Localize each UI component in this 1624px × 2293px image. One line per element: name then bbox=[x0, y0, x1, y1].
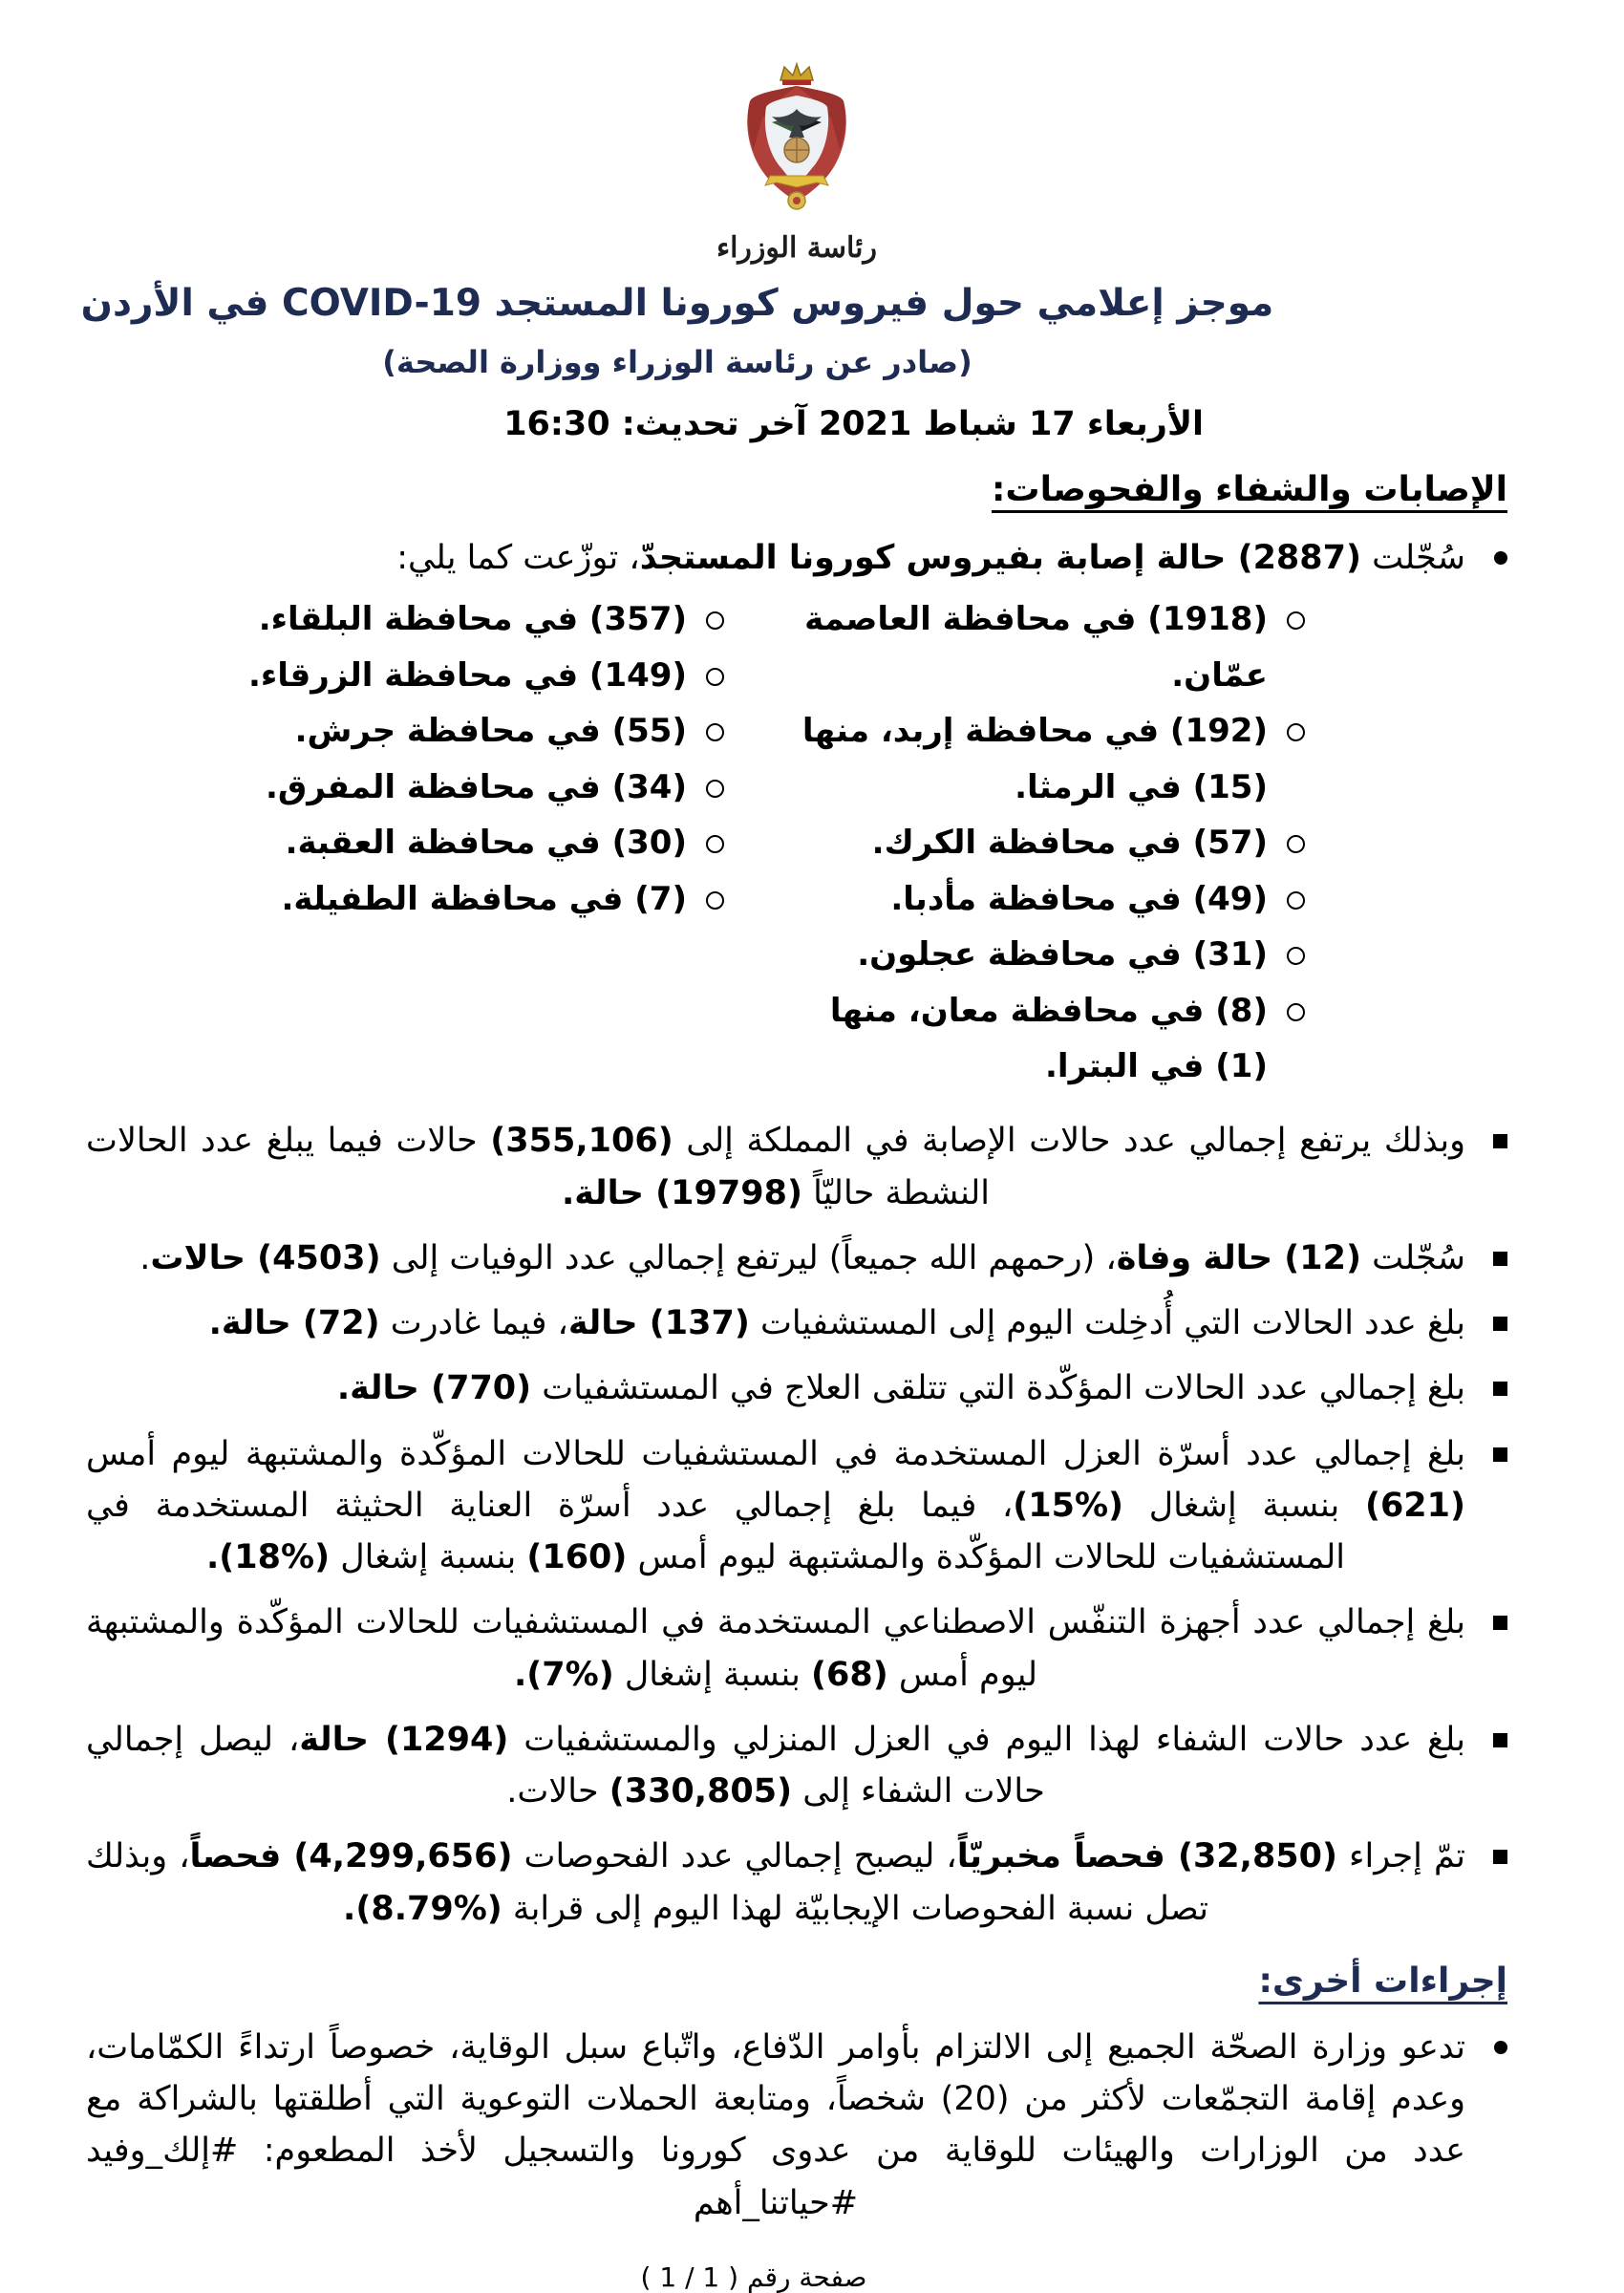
text-segment: (4503) حالات bbox=[150, 1238, 381, 1277]
bullet-text bbox=[86, 2022, 1465, 2229]
text-segment: بنسبة إشغال bbox=[613, 1655, 811, 1694]
governorates-list bbox=[86, 591, 1507, 1094]
text-segment: . bbox=[139, 1238, 151, 1277]
text-segment: ، ليصبح إجمالي عدد الفحوصات bbox=[512, 1837, 957, 1876]
document-subtitle: (صادر عن رئاسة الوزراء ووزارة الصحة) bbox=[382, 344, 972, 380]
bullet-text bbox=[86, 1297, 1465, 1349]
circle-bullet-icon bbox=[1287, 835, 1305, 853]
circle-bullet-icon bbox=[706, 668, 724, 686]
governorate-item bbox=[797, 927, 1507, 982]
marker-column bbox=[1465, 2022, 1507, 2054]
round-bullet-icon bbox=[1494, 551, 1507, 565]
governorate-text: (34) في محافظة المفرق. bbox=[265, 767, 687, 806]
square-bullet-icon bbox=[1493, 1134, 1507, 1148]
marker-column bbox=[1465, 1232, 1507, 1266]
text-segment: ، (رحمهم الله جميعاً) ليرتفع إجمالي عدد الوفيات إلى bbox=[380, 1238, 1117, 1277]
bullet-text bbox=[86, 1232, 1465, 1284]
text-segment: (330,805) bbox=[609, 1772, 793, 1811]
governorate-item bbox=[86, 648, 797, 703]
text-segment: (770) حالة. bbox=[336, 1369, 532, 1408]
logo-caption: رئاسة الوزراء bbox=[716, 231, 878, 265]
other-bullets bbox=[86, 2022, 1507, 2229]
governorate-text: (192) في محافظة إربد، منها (15) في الرمثا. bbox=[801, 712, 1268, 806]
section-heading-other: إجراءات أخرى: bbox=[1258, 1961, 1507, 2001]
text-segment: (2887) حالة إصابة بفيروس كورونا المستجدّ bbox=[639, 539, 1361, 577]
document-title: موجز إعلامي حول فيروس كورونا المستجد COVID-19 في الأردن bbox=[80, 282, 1274, 325]
square-bullet-icon bbox=[1493, 1733, 1507, 1747]
circle-bullet-icon bbox=[1287, 723, 1305, 741]
text-segment: (19798) حالة. bbox=[561, 1173, 802, 1212]
jordan-coat-of-arms-icon bbox=[725, 61, 868, 225]
text-segment: (1294) حالة bbox=[299, 1720, 509, 1759]
text-segment: بلغ عدد حالات الشفاء لهذا اليوم في العزل المنزلي والمستشفيات bbox=[508, 1720, 1465, 1759]
bullet-text bbox=[86, 1831, 1465, 1935]
bullet-paragraph bbox=[86, 1115, 1507, 1219]
square-bullet-icon bbox=[1493, 1447, 1507, 1462]
governorate-item bbox=[797, 591, 1507, 703]
bullet-paragraph bbox=[86, 1428, 1507, 1584]
governorate-item bbox=[797, 871, 1507, 927]
governorate-item bbox=[86, 591, 797, 647]
bullet-text bbox=[86, 1115, 1465, 1219]
text-segment: بلغ إجمالي عدد الحالات المؤكّدة التي تتلقى العلاج في المستشفيات bbox=[531, 1369, 1465, 1408]
governorate-text: (31) في محافظة عجلون. bbox=[857, 935, 1268, 975]
marker-column bbox=[1465, 1714, 1507, 1747]
text-segment: حالات. bbox=[506, 1772, 609, 1811]
text-segment: (68) bbox=[810, 1655, 888, 1694]
text-segment: بنسبة إشغال bbox=[330, 1538, 527, 1577]
governorates-column-left bbox=[86, 591, 797, 1094]
bullet-text bbox=[86, 1597, 1465, 1701]
text-segment: (%8.79). bbox=[343, 1889, 502, 1928]
round-bullet-icon bbox=[1494, 2041, 1507, 2054]
square-bullet-icon bbox=[1493, 1850, 1507, 1864]
page-number: صفحة رقم ( 1 / 1 ) bbox=[640, 2261, 867, 2293]
text-segment: بنسبة إشغال bbox=[1123, 1486, 1365, 1525]
governorates-column-right bbox=[797, 591, 1507, 1094]
governorate-item bbox=[86, 815, 797, 870]
governorate-item bbox=[797, 815, 1507, 870]
circle-bullet-icon bbox=[706, 835, 724, 853]
text-segment: ، فيما غادرت bbox=[379, 1304, 568, 1343]
governorate-text: (55) في محافظة جرش. bbox=[294, 712, 687, 751]
text-segment: (%15) bbox=[1013, 1486, 1124, 1525]
square-bullet-icon bbox=[1493, 1252, 1507, 1266]
circle-bullet-icon bbox=[706, 780, 724, 798]
circle-bullet-icon bbox=[1287, 947, 1305, 965]
circle-bullet-icon bbox=[1287, 611, 1305, 630]
governorate-text: (357) في محافظة البلقاء. bbox=[258, 600, 687, 639]
text-segment: بلغ إجمالي عدد أسرّة العزل المستخدمة في المستشفيات للحالات المؤكّدة والمشتبهة ليوم أمس bbox=[86, 1434, 1465, 1473]
text-segment: بلغ إجمالي عدد أجهزة التنفّس الاصطناعي المستخدمة في المستشفيات للحالات المؤكّدة والمشتبهة ليوم أمس bbox=[86, 1603, 1465, 1694]
bullet-paragraph bbox=[86, 1362, 1507, 1414]
text-segment: (160) bbox=[526, 1538, 628, 1577]
bullet-paragraph bbox=[86, 1232, 1507, 1284]
bullet-text bbox=[86, 1428, 1465, 1584]
marker-column bbox=[1465, 1428, 1507, 1462]
square-bullet-icon bbox=[1493, 1317, 1507, 1331]
circle-bullet-icon bbox=[706, 611, 724, 630]
text-segment: ، فيما بلغ إجمالي عدد أسرّة العناية الحثيثة المستخدمة في المستشفيات للحالات المؤكّدة والمشتبهة ليوم أمس bbox=[86, 1486, 1346, 1577]
text-segment: ، توزّعت كما يلي: bbox=[396, 539, 640, 577]
square-bullet-icon bbox=[1493, 1616, 1507, 1630]
circle-bullet-icon bbox=[1287, 1003, 1305, 1021]
text-segment: تمّ إجراء bbox=[1337, 1837, 1465, 1876]
bullet-paragraph bbox=[86, 2022, 1507, 2229]
text-segment: وبذلك يرتفع إجمالي عدد حالات الإصابة في المملكة إلى bbox=[673, 1122, 1465, 1161]
text-segment: (12) حالة وفاة bbox=[1116, 1238, 1361, 1277]
text-segment: (72) حالة. bbox=[208, 1304, 380, 1343]
governorate-text: (149) في محافظة الزرقاء. bbox=[247, 655, 687, 695]
marker-column bbox=[1465, 1115, 1507, 1148]
text-segment: (137) حالة bbox=[567, 1304, 750, 1343]
text-segment: (32,850) فحصاً مخبريّاً bbox=[956, 1837, 1338, 1876]
text-segment: ، وبذلك تصل نسبة الفحوصات الإيجابيّة لهذا اليوم إلى قرابة bbox=[86, 1837, 1208, 1928]
text-segment: بلغ عدد الحالات التي أُدخِلت اليوم إلى المستشفيات bbox=[749, 1304, 1465, 1343]
bullet-paragraph bbox=[86, 1297, 1507, 1349]
marker-column bbox=[1465, 1362, 1507, 1396]
logo bbox=[86, 61, 1507, 265]
governorate-item bbox=[86, 760, 797, 815]
text-segment: (%18). bbox=[205, 1538, 331, 1577]
governorate-item bbox=[86, 703, 797, 759]
text-segment: سُجّلت bbox=[1361, 539, 1465, 577]
text-segment: ، ليصل إجمالي حالات الشفاء إلى bbox=[86, 1720, 1045, 1811]
circle-bullet-icon bbox=[706, 723, 724, 741]
intro-bullet-row bbox=[86, 532, 1507, 584]
bullet-text bbox=[86, 1714, 1465, 1818]
governorate-item bbox=[797, 983, 1507, 1095]
governorate-text: (57) في محافظة الكرك. bbox=[871, 824, 1268, 863]
stats-bullets bbox=[86, 1115, 1507, 1935]
section-heading-cases: الإصابات والشفاء والفحوصات: bbox=[992, 470, 1507, 509]
governorate-text: (30) في محافظة العقبة. bbox=[285, 824, 687, 863]
text-segment: (355,106) bbox=[490, 1122, 673, 1161]
text-segment: (%7). bbox=[513, 1655, 614, 1694]
date-line: الأربعاء 17 شباط 2021 آخر تحديث: 16:30 bbox=[503, 405, 1204, 443]
marker-column bbox=[1465, 1831, 1507, 1864]
bullet-paragraph bbox=[86, 1597, 1507, 1701]
marker-column bbox=[1465, 1297, 1507, 1331]
text-segment: حالات فيما يبلغ عدد الحالات النشطة حاليّاً bbox=[86, 1122, 991, 1212]
text-segment: تدعو وزارة الصحّة الجميع إلى الالتزام بأوامر الدّفاع، واتّباع سبل الوقاية، خصوصاً ارتداءً الكمّامات، وعدم إقامة التجمّعات لأكثر من (20) شخصاً، ومتابعة الحملات التوعوية التي أطلقتها بالشراكة مع عدد من الوزارات والهيئات للوقاية من عدوى كورونا والتسجيل لأخذ المطعوم: #إلك_وفيد #حياتنا_أهم bbox=[86, 2027, 1465, 2222]
square-bullet-icon bbox=[1493, 1382, 1507, 1396]
bullet-paragraph bbox=[86, 1831, 1507, 1935]
marker-column bbox=[1465, 532, 1507, 565]
marker-column bbox=[1465, 1597, 1507, 1630]
governorate-item bbox=[797, 703, 1507, 815]
governorate-item bbox=[86, 871, 797, 927]
text-segment: (621) bbox=[1364, 1486, 1465, 1525]
intro-text bbox=[86, 532, 1465, 584]
bullet-text bbox=[86, 1362, 1465, 1414]
text-segment: (4,299,656) فحصاً bbox=[189, 1837, 513, 1876]
governorate-text: (49) في محافظة مأدبا. bbox=[890, 879, 1268, 918]
governorate-text: (1918) في محافظة العاصمة عمّان. bbox=[804, 600, 1268, 695]
circle-bullet-icon bbox=[1287, 891, 1305, 910]
circle-bullet-icon bbox=[706, 891, 724, 910]
governorate-text: (7) في محافظة الطفيلة. bbox=[281, 879, 687, 918]
text-segment: سُجّلت bbox=[1361, 1238, 1465, 1277]
bullet-paragraph bbox=[86, 1714, 1507, 1818]
governorate-text: (8) في محافظة معان، منها (1) في البترا. bbox=[829, 991, 1268, 1085]
